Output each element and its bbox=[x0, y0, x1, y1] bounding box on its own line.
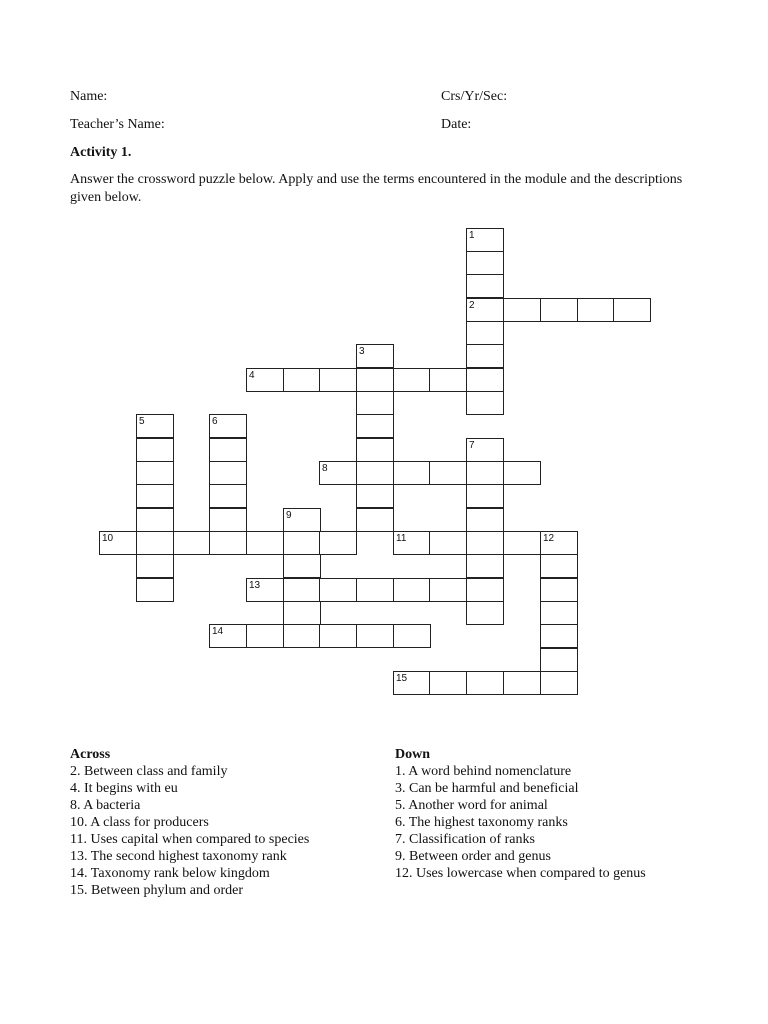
crossword-cell[interactable] bbox=[356, 391, 394, 415]
crossword-cell[interactable] bbox=[393, 624, 431, 648]
clue-number: 4 bbox=[249, 370, 255, 381]
crossword-cell[interactable] bbox=[283, 508, 321, 532]
crossword-cell[interactable] bbox=[209, 508, 247, 532]
down-clue: 5. Another word for animal bbox=[395, 798, 548, 813]
crossword-cell[interactable] bbox=[356, 484, 394, 508]
crossword-cell[interactable] bbox=[540, 624, 578, 648]
date-label: Date: bbox=[441, 117, 472, 132]
across-clue: 8. A bacteria bbox=[70, 798, 141, 813]
across-clue: 2. Between class and family bbox=[70, 764, 228, 779]
crossword-cell[interactable] bbox=[540, 531, 578, 555]
crossword-cell[interactable] bbox=[466, 391, 504, 415]
crossword-cell[interactable] bbox=[209, 484, 247, 508]
crossword-cell[interactable] bbox=[429, 461, 467, 485]
crossword-cell[interactable] bbox=[99, 531, 137, 555]
crossword-cell[interactable] bbox=[429, 368, 467, 392]
clue-number: 10 bbox=[102, 533, 114, 544]
across-clue: 13. The second highest taxonomy rank bbox=[70, 849, 287, 864]
crossword-cell[interactable] bbox=[246, 624, 284, 648]
activity-title: Activity 1. bbox=[70, 145, 132, 160]
crossword-cell[interactable] bbox=[136, 578, 174, 602]
down-clue: 3. Can be harmful and beneficial bbox=[395, 781, 579, 796]
crossword-cell[interactable] bbox=[466, 461, 504, 485]
crossword-cell[interactable] bbox=[466, 554, 504, 578]
crossword-cell[interactable] bbox=[356, 414, 394, 438]
crossword-cell[interactable] bbox=[429, 671, 467, 695]
crossword-cell[interactable] bbox=[540, 298, 578, 322]
crossword-cell[interactable] bbox=[540, 554, 578, 578]
clue-number: 12 bbox=[543, 533, 555, 544]
crossword-cell[interactable] bbox=[209, 414, 247, 438]
crossword-cell[interactable] bbox=[466, 274, 504, 298]
crossword-cell[interactable] bbox=[136, 531, 174, 555]
clue-number: 7 bbox=[469, 440, 475, 451]
crossword-cell[interactable] bbox=[540, 648, 578, 672]
crossword-cell[interactable] bbox=[540, 601, 578, 625]
crossword-cell[interactable] bbox=[466, 484, 504, 508]
crossword-cell[interactable] bbox=[429, 531, 467, 555]
crossword-cell[interactable] bbox=[246, 578, 284, 602]
crossword-cell[interactable] bbox=[319, 531, 357, 555]
clue-number: 6 bbox=[212, 416, 218, 427]
crossword-cell[interactable] bbox=[319, 368, 357, 392]
crossword-cell[interactable] bbox=[393, 368, 431, 392]
crossword-cell[interactable] bbox=[209, 438, 247, 462]
crossword-cell[interactable] bbox=[356, 344, 394, 368]
clue-number: 1 bbox=[469, 230, 475, 241]
crossword-cell[interactable] bbox=[393, 531, 431, 555]
crossword-cell[interactable] bbox=[319, 578, 357, 602]
clue-number: 2 bbox=[469, 300, 475, 311]
across-clue: 15. Between phylum and order bbox=[70, 883, 244, 898]
crossword-cell[interactable] bbox=[209, 624, 247, 648]
clue-number: 14 bbox=[212, 626, 224, 637]
crossword-cell[interactable] bbox=[503, 461, 541, 485]
crossword-cell[interactable] bbox=[540, 671, 578, 695]
crossword-cell[interactable] bbox=[466, 578, 504, 602]
crossword-cell[interactable] bbox=[136, 508, 174, 532]
clue-number: 5 bbox=[139, 416, 145, 427]
crossword-cell[interactable] bbox=[577, 298, 615, 322]
name-label: Name: bbox=[70, 89, 108, 104]
crossword-cell[interactable] bbox=[466, 251, 504, 275]
across-clues bbox=[70, 746, 309, 899]
crossword-cell[interactable] bbox=[283, 531, 321, 555]
down-heading: Down bbox=[395, 747, 431, 762]
instructions: Answer the crossword puzzle below. Apply and use the terms encountered in the module and the descriptions given below. bbox=[70, 172, 683, 205]
clue-number: 3 bbox=[359, 346, 365, 357]
crossword-cell[interactable] bbox=[283, 554, 321, 578]
crossword-cell[interactable] bbox=[466, 228, 504, 252]
across-clue: 10. A class for producers bbox=[70, 815, 209, 830]
crossword-cell[interactable] bbox=[356, 624, 394, 648]
crossword-cell[interactable] bbox=[136, 414, 174, 438]
crossword-cell[interactable] bbox=[136, 438, 174, 462]
crossword-cell[interactable] bbox=[283, 624, 321, 648]
crossword-cell[interactable] bbox=[503, 671, 541, 695]
crossword-cell[interactable] bbox=[209, 531, 247, 555]
crossword-cell[interactable] bbox=[613, 298, 651, 322]
across-clue: 11. Uses capital when compared to species bbox=[70, 832, 310, 847]
crossword-cell[interactable] bbox=[356, 438, 394, 462]
crossword-cell[interactable] bbox=[209, 461, 247, 485]
crossword-cell[interactable] bbox=[393, 578, 431, 602]
down-clues bbox=[395, 746, 646, 882]
crossword-cell[interactable] bbox=[466, 508, 504, 532]
clue-number: 11 bbox=[396, 533, 407, 544]
down-clue: 1. A word behind nomenclature bbox=[395, 764, 572, 779]
clue-number: 8 bbox=[322, 463, 328, 474]
crossword-cell[interactable] bbox=[319, 461, 357, 485]
crossword-cell[interactable] bbox=[393, 461, 431, 485]
crossword-cell[interactable] bbox=[283, 368, 321, 392]
crossword-cell[interactable] bbox=[136, 461, 174, 485]
across-clue: 4. It begins with eu bbox=[70, 781, 178, 796]
crossword-cell[interactable] bbox=[246, 368, 284, 392]
down-clue: 9. Between order and genus bbox=[395, 849, 551, 864]
crossword-cell[interactable] bbox=[356, 368, 394, 392]
crossword-cell[interactable] bbox=[503, 531, 541, 555]
across-heading: Across bbox=[70, 747, 111, 762]
crossword-cell[interactable] bbox=[173, 531, 211, 555]
crossword-cell[interactable] bbox=[466, 298, 504, 322]
clue-number: 15 bbox=[396, 673, 408, 684]
teacher-label: Teacher’s Name: bbox=[70, 117, 165, 132]
crossword-cell[interactable] bbox=[356, 461, 394, 485]
crossword-cell[interactable] bbox=[503, 298, 541, 322]
crossword-cell[interactable] bbox=[356, 578, 394, 602]
crossword-cell[interactable] bbox=[466, 368, 504, 392]
crossword-cell[interactable] bbox=[466, 321, 504, 345]
clue-number: 9 bbox=[286, 510, 292, 521]
crossword-cell[interactable] bbox=[466, 601, 504, 625]
down-clue: 6. The highest taxonomy ranks bbox=[395, 815, 568, 830]
crossword-cell[interactable] bbox=[466, 531, 504, 555]
crossword-cell[interactable] bbox=[466, 438, 504, 462]
crossword-cell[interactable] bbox=[319, 624, 357, 648]
crossword-cell[interactable] bbox=[283, 578, 321, 602]
crossword-cell[interactable] bbox=[356, 508, 394, 532]
crossword-cell[interactable] bbox=[136, 554, 174, 578]
crossword-cell[interactable] bbox=[393, 671, 431, 695]
crossword-cell[interactable] bbox=[466, 671, 504, 695]
crossword-cell[interactable] bbox=[429, 578, 467, 602]
crossword-cell[interactable] bbox=[466, 344, 504, 368]
crossword-cell[interactable] bbox=[136, 484, 174, 508]
down-clue: 12. Uses lowercase when compared to genus bbox=[395, 866, 646, 881]
clue-number: 13 bbox=[249, 580, 261, 591]
crossword-cell[interactable] bbox=[246, 531, 284, 555]
crossword-cell[interactable] bbox=[540, 578, 578, 602]
crossword-cell[interactable] bbox=[283, 601, 321, 625]
course-label: Crs/Yr/Sec: bbox=[441, 89, 508, 104]
down-clue: 7. Classification of ranks bbox=[395, 832, 535, 847]
across-clue: 14. Taxonomy rank below kingdom bbox=[70, 866, 270, 881]
